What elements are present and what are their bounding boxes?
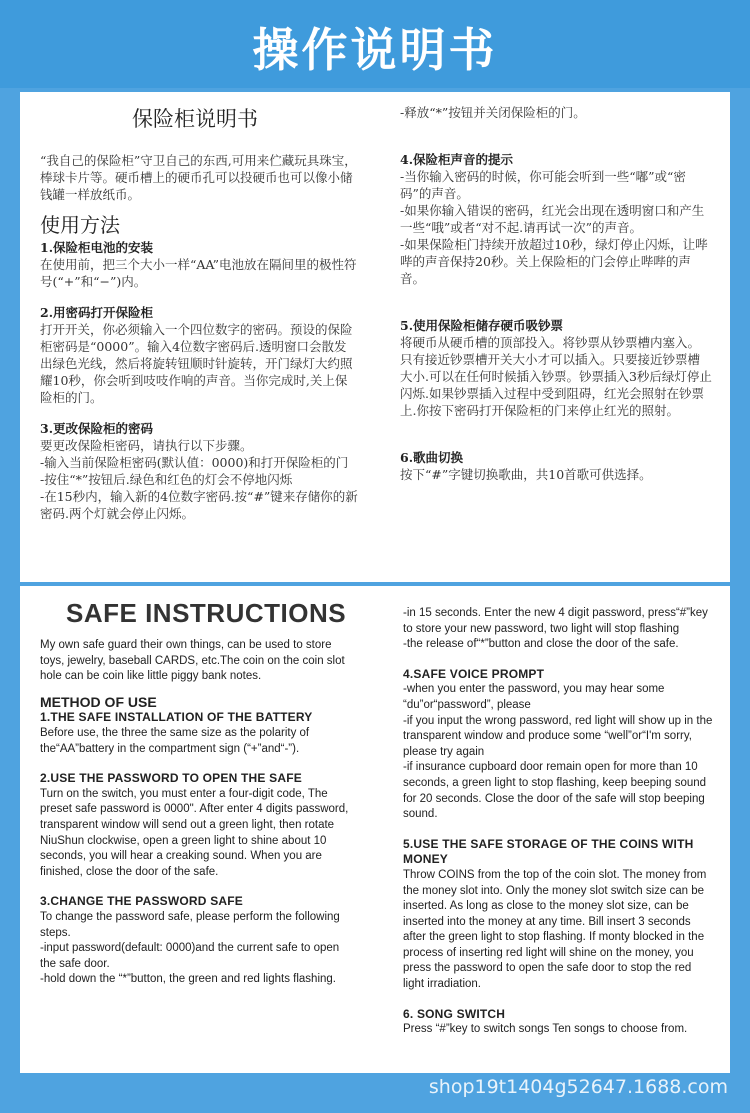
zh-section-4-title: 4.保险柜声音的提示 <box>400 152 514 167</box>
en-section-3-text-1: To change the password safe, please perform the following steps. <box>40 910 340 939</box>
en-section-4-text-1: -when you enter the password, you may hear some “du”or“password”, please <box>403 683 665 711</box>
chinese-instructions-panel <box>20 92 730 582</box>
en-section-2-text: Turn on the switch, you must enter a four-digit code, The preset safe password is 0000". After enter 4 digits password, transparent window will send out a green light, then rotate NiuShun clockwise, open a green light to shine about 10 seconds, you will hear a creaking sound. When you are finished, close the door of the safe. <box>40 787 349 878</box>
en-right-column <box>403 606 713 1038</box>
zh-method-heading: 使用方法 <box>40 213 120 237</box>
zh-section-6-text: 按下“#”字键切换歌曲，共10首歌可供选择。 <box>400 467 652 482</box>
english-instructions-panel <box>20 586 730 1073</box>
en-section-4-text-3: -if insurance cupboard door remain open for more than 10 seconds, a green light to stop flashing, keep beeping sound for 20 seconds. Close the door of the safe will stop beeping sound. <box>403 761 707 821</box>
zh-section-5-text: 将硬币从硬币槽的顶部投入。将钞票从钞票槽内塞入。只有接近钞票槽开关大小才可以插入。只要接近钞票槽大小.可以在任何时候插入钞票。钞票插入3秒后绿灯停止闪烁.如果钞票插入过程中受到阻碍，红光会照射在钞票上.你按下密码打开保险柜的门来停止红光的照射。 <box>400 335 712 418</box>
en-section-3-title: 3.CHANGE THE PASSWORD SAFE <box>40 894 243 909</box>
zh-section-5-title: 5.使用保险柜储存硬币吸钞票 <box>400 318 564 333</box>
en-left-column <box>40 598 358 988</box>
en-section-4-text-2: -if you input the wrong password, red light will show up in the transparent window and produce some “well”or“I'm sorry, please try again <box>403 714 713 758</box>
zh-section-3-title: 3.更改保险柜的密码 <box>40 421 154 436</box>
zh-section-6-title: 6.歌曲切换 <box>400 450 464 465</box>
zh-section-2-title: 2.用密码打开保险柜 <box>40 305 154 320</box>
zh-doc-title: 保险柜说明书 <box>132 107 258 131</box>
en-section-3-text-4: -in 15 seconds. Enter the new 4 digit password, press“#”key to store your new password, two light will stop flashing <box>403 607 708 635</box>
en-section-1-text: Before use, the three the same size as the polarity of the“AA”battery in the compartment sign (“+”and“-”). <box>40 726 310 755</box>
header-banner <box>0 0 750 88</box>
en-section-3-text-3: -hold down the “*”button, the green and red lights flashing. <box>40 973 336 986</box>
en-section-3-text-5: -the release of“*”button and close the door of the safe. <box>403 638 679 651</box>
zh-section-3-text-4: -在15秒内，输入新的4位数字密码.按“#”键来存储你的新密码.两个灯就会停止闪烁。 <box>40 489 358 521</box>
zh-section-3-text-2: -输入当前保险柜密码(默认值：0000)和打开保险柜的门 <box>40 455 349 470</box>
en-section-5-text: Throw COINS from the top of the coin slot. The money from the money slot into. Only the money slot switch size can be inserted. As long as close to the money slot size, can be inserted into the money at any time. Bill insert 3 seconds after the green light to stop flashing. If monty blocked in the process of inserting red light will shine on the money, you press the password to open the safe door to stop the red light irradiation. <box>403 868 707 991</box>
shop-watermark: shop19t1404g52647.1688.com <box>428 1076 728 1098</box>
zh-section-2-text: 打开开关，你必须输入一个四位数字的密码。预设的保险柜密码是“0000”。输入4位数字密码后.透明窗口会散发出绿色光线，然后将旋转钮顺时针旋转，开门绿灯大约照耀10秒，你会听到吱吱作响的声音。当你完成时,关上保险柜的门。 <box>40 322 353 405</box>
zh-right-column <box>400 104 712 483</box>
zh-section-3-text-5: -释放“*”按钮并关闭保险柜的门。 <box>400 105 586 120</box>
en-intro: My own safe guard their own things, can be used to store toys, jewelry, baseball CARDS, etc.The coin on the coin slot hole can be coin like little piggy bank notes. <box>40 639 345 683</box>
zh-section-1-title: 1.保险柜电池的安装 <box>40 240 154 255</box>
en-section-1-title: 1.THE SAFE INSTALLATION OF THE BATTERY <box>40 710 313 725</box>
zh-intro: “我自己的保险柜”守卫自己的东西,可用来伫藏玩具珠宝，棒球卡片等。硬币槽上的硬币孔可以投硬币也可以像小储钱罐一样放纸币。 <box>40 153 357 202</box>
page-title: 操作说明书 <box>252 23 498 77</box>
en-method-heading: METHOD OF USE <box>40 693 157 710</box>
en-section-4-title: 4.SAFE VOICE PROMPT <box>403 666 545 681</box>
en-doc-title: SAFE INSTRUCTIONS <box>66 598 347 628</box>
en-section-3-text-2: -input password(default: 0000)and the current safe to open the safe door. <box>40 942 340 970</box>
zh-section-4-text-2: -如果你输入错误的密码，红光会出现在透明窗口和产生一些“哦”或者“对不起.请再试一次”的声音。 <box>400 203 705 235</box>
zh-left-column <box>40 104 358 522</box>
zh-section-4-text-1: -当你输入密码的时候，你可能会听到一些“嘟”或“密码”的声音。 <box>400 169 686 201</box>
en-section-2-title: 2.USE THE PASSWORD TO OPEN THE SAFE <box>40 771 302 786</box>
en-section-5-title: 5.USE THE SAFE STORAGE OF THE COINS WITH MONEY <box>403 836 694 867</box>
zh-section-3-text-3: -按住“*”按钮后.绿色和红色的灯会不停地闪烁 <box>40 472 293 487</box>
en-section-6-text: Press “#”key to switch songs Ten songs to choose from. <box>403 1023 688 1036</box>
zh-section-3-text-1: 要更改保险柜密码，请执行以下步骤。 <box>40 438 253 453</box>
en-section-6-title: 6. SONG SWITCH <box>403 1006 506 1021</box>
zh-section-4-text-3: -如果保险柜门持续开放超过10秒，绿灯停止闪烁，让哔哔的声音保持20秒。关上保险柜的门会停止哔哔的声音。 <box>400 237 708 286</box>
zh-section-1-text: 在使用前，把三个大小一样“AA”电池放在隔间里的极性符号(“+”和“−”)内。 <box>40 257 357 289</box>
